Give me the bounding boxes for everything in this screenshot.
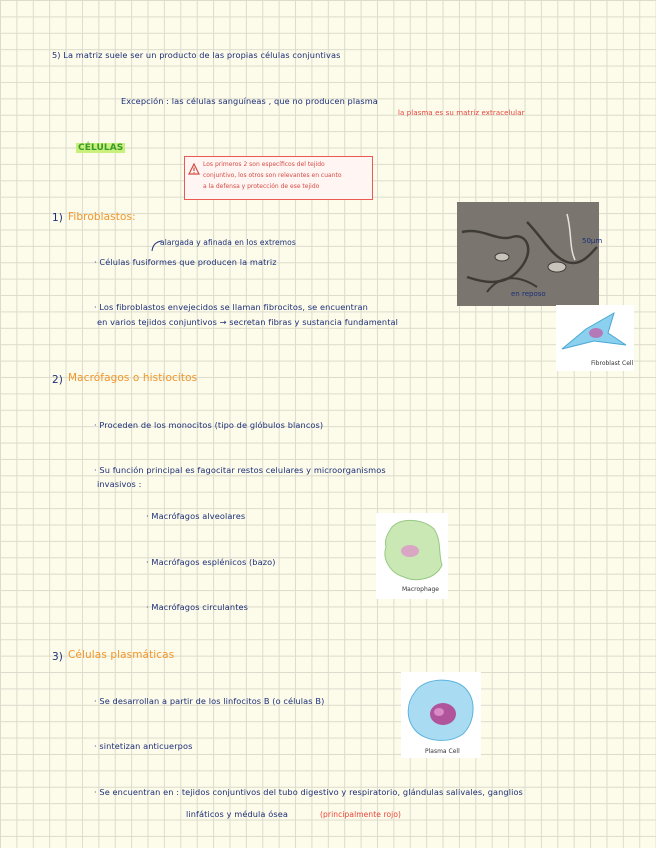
macrophage-illustration xyxy=(376,513,448,599)
fibroblast-point: · Células fusiformes que producen la matriz xyxy=(94,257,277,267)
fibroblast-illustration xyxy=(556,305,634,371)
plasma-point: · Se desarrollan a partir de los linfocitos B (o células B) xyxy=(94,696,325,706)
exception-note: la plasma es su matriz extracelular xyxy=(398,109,525,117)
plasma-point: · sintetizan anticuerpos xyxy=(94,741,193,751)
fibroblast-point: en varios tejidos conjuntivos → secretan fibras y sustancia fundamental xyxy=(97,317,399,327)
macrophage-point: · Su función principal es fagocitar restos celulares y microorganismos xyxy=(94,465,386,475)
plasma-note: (principalmente rojo) xyxy=(320,810,402,819)
fibroblast-point: · Los fibroblastos envejecidos se llaman fibrocitos, se encuentran xyxy=(94,302,368,312)
plasma-point: · Se encuentran en : tejidos conjuntivos del tubo digestivo y respiratorio, glándulas salivales, ganglios xyxy=(94,787,523,797)
note-line: a la defensa y protección de ese tejido xyxy=(203,183,320,190)
illustration-caption: Macrophage xyxy=(402,586,439,593)
note-line: Los primeros 2 son específicos del tejido xyxy=(203,161,325,168)
photo-label: en reposo xyxy=(511,290,546,298)
cells-heading: CÉLULAS xyxy=(78,143,124,153)
warning-icon xyxy=(188,163,200,175)
illustration-caption: Fibroblast Cell xyxy=(591,360,634,367)
plasma-cell-illustration xyxy=(401,672,481,758)
macrophage-type: · Macrófagos esplénicos (bazo) xyxy=(146,557,276,567)
note-box xyxy=(184,156,373,200)
section-title-fibroblasts: Fibroblastos: xyxy=(68,211,136,223)
macrophage-point: · Proceden de los monocitos (tipo de glóbulos blancos) xyxy=(94,420,324,430)
macrophage-type: · Macrófagos circulantes xyxy=(146,602,249,612)
illustration-caption: Plasma Cell xyxy=(425,748,460,755)
intro-line: 5) La matriz suele ser un producto de las propias células conjuntivas xyxy=(52,50,341,60)
note-line: conjuntivo, los otros son relevantes en cuanto xyxy=(203,172,342,179)
plasma-point: linfáticos y médula ósea xyxy=(186,809,288,819)
section-number: 3) xyxy=(52,651,63,663)
macrophage-type: · Macrófagos alveolares xyxy=(146,511,246,521)
section-number: 2) xyxy=(52,374,63,386)
section-title-plasma: Células plasmáticas xyxy=(68,649,175,661)
photo-label: 50μm xyxy=(582,237,603,245)
fibroblast-micrograph xyxy=(457,202,603,306)
section-number: 1) xyxy=(52,212,63,224)
fibroblast-annotation: alargada y afinada en los extremos xyxy=(160,238,296,247)
macrophage-point: invasivos : xyxy=(97,479,142,489)
section-title-macrophages: Macrófagos o histiocitos xyxy=(68,372,198,384)
exception-line: Excepción : las células sanguíneas , que no producen plasma xyxy=(121,96,378,106)
